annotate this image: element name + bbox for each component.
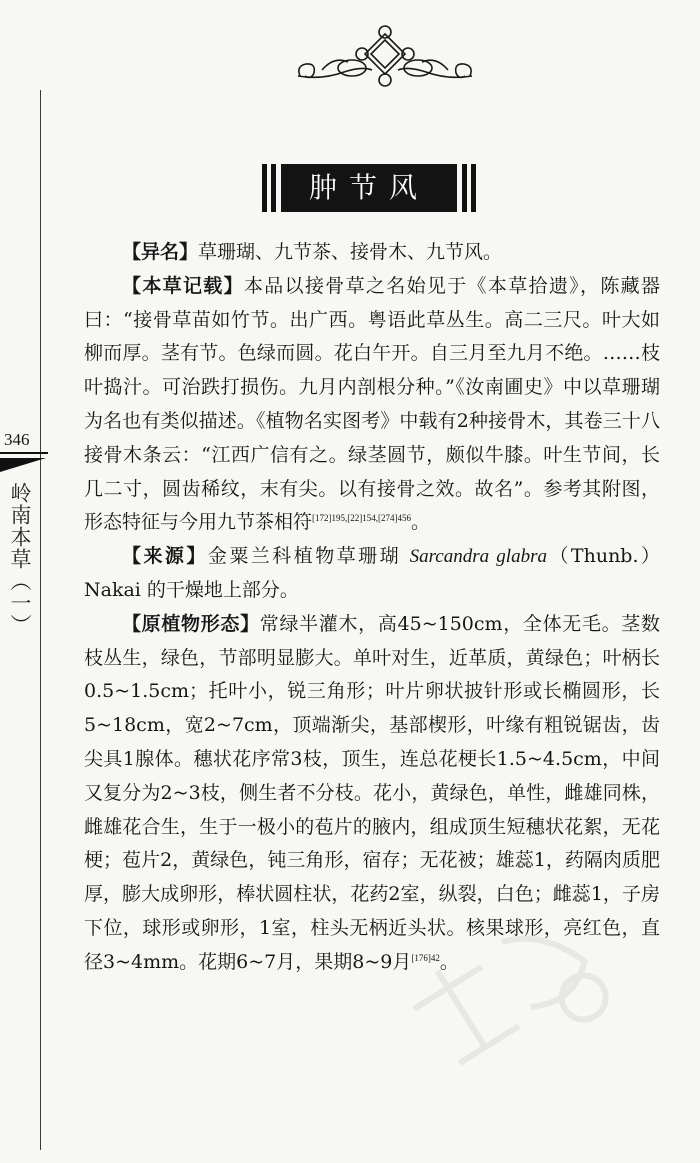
- source-text-before: 金粟兰科植物草珊瑚: [207, 545, 410, 568]
- side-tab-marker: [0, 458, 46, 472]
- records-label: 【本草记载】: [122, 274, 244, 297]
- records-end: 。: [411, 511, 431, 534]
- source-text-after: （Thunb.）Nakai 的干燥地上部分。: [84, 545, 660, 601]
- title-bar-left-outer: [262, 164, 267, 212]
- records-text: 本品以接骨草之名始见于《本草拾遗》，陈藏器曰：“接骨草苗如竹节。出广西。粤语此草丛生。高二三尺。叶大如柳而厚。茎有节。色绿而圆。花白午开。自三月至九月不绝。……枝叶捣汁。可治跌打损伤。九月内剖根分种。”《汝南圃史》中以草珊瑚为名也有类似描述。《植物名实图考》中载有2种接骨木，其卷三十八接骨木条云：“江西广信有之。绿茎圆节，颇似牛膝。叶生节间，长几二寸，圆齿稀纹，末有尖。以有接骨之效。故名”。参考其附图，形态特征与今用九节茶相符: [84, 274, 660, 534]
- source-paragraph: [84, 540, 660, 608]
- morphology-citation: [176]42: [411, 952, 440, 963]
- morphology-label: 【原植物形态】: [122, 612, 260, 635]
- alias-label: 【异名】: [122, 241, 199, 263]
- records-paragraph: [84, 270, 660, 540]
- records-citation: [172]195,[22]154,[274]456: [312, 513, 411, 524]
- decorative-knot-ornament: [292, 24, 478, 94]
- title-bar-left-inner: [271, 164, 276, 212]
- alias-text: 草珊瑚、九节茶、接骨木、九节风。: [198, 241, 503, 263]
- page-margin-rule: [40, 90, 41, 1150]
- source-latin-name: Sarcandra glabra: [409, 546, 547, 568]
- source-label: 【来源】: [122, 545, 208, 568]
- morphology-text: 常绿半灌木，高45~150cm，全体无毛。茎数枝丛生，绿色，节部明显膨大。单叶对生，近革质，黄绿色；叶柄长0.5~1.5cm；托叶小，锐三角形；叶片卵状披针形或长椭圆形，长5~18cm，宽2~7cm，顶端渐尖，基部楔形，叶缘有粗锐锯齿，齿尖具1腺体。穗状花序常3枝，顶生，连总花梗长1.5~4.5cm，中间又复分为2~3枝，侧生者不分枝。花小，黄绿色，单性，雌雄同株，雌雄花合生，生于一极小的苞片的腋内，组成顶生短穗状花絮，无花梗；苞片2，黄绿色，钝三角形，宿存；无花被；雄蕊1，药隔肉质肥厚，膨大成卵形，棒状圆柱状，花药2室，纵裂，白色；雌蕊1，子房下位，球形或卵形，1室，柱头无柄近头状。核果球形，亮红色，直径3~4mm。花期6~7月，果期8~9月: [84, 612, 660, 973]
- morphology-end: 。: [439, 950, 459, 973]
- entry-title: 肿节风: [281, 164, 457, 212]
- side-tab-rule: [0, 452, 48, 454]
- title-bar-right-inner: [462, 164, 467, 212]
- entry-title-box: [262, 164, 476, 212]
- running-head-book-title: 岭南本草（一）: [8, 482, 32, 636]
- page-number: 346: [4, 430, 30, 449]
- title-bar-right-outer: [471, 164, 476, 212]
- alias-paragraph: [84, 236, 660, 270]
